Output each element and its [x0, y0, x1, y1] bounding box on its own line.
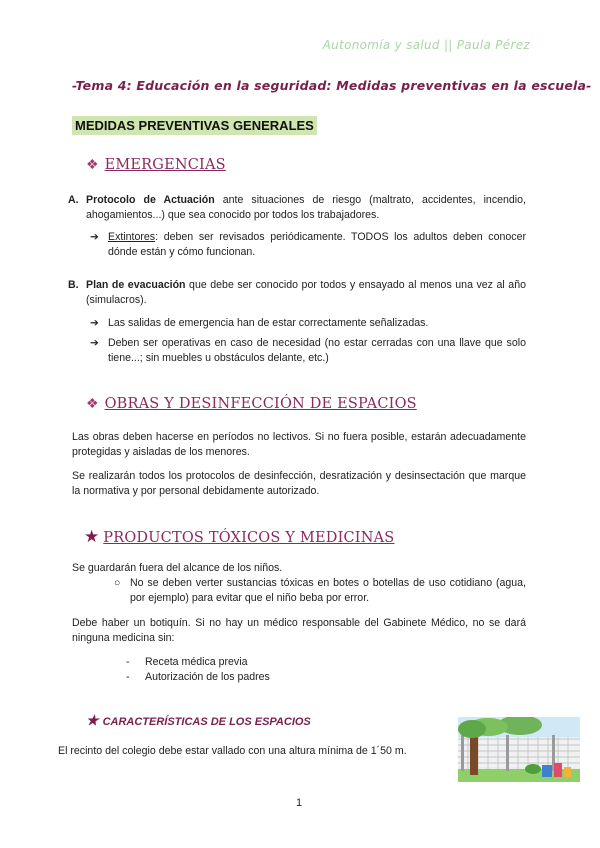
- alcance-paragraph: Se guardarán fuera del alcance de los niños.: [72, 562, 283, 574]
- section-title: PRODUCTOS TÓXICOS Y MEDICINAS: [103, 530, 395, 546]
- page-number: 1: [296, 797, 303, 809]
- botiquin-paragraph: Debe haber un botiquín. Si no hay un médico responsable del Gabinete Médico, no se dará ninguna medicina sin:: [72, 617, 526, 644]
- receta-item: Receta médica previa: [145, 656, 248, 668]
- fenced-yard-illustration: [458, 717, 580, 782]
- section-title: CARACTERÍSTICAS DE LOS ESPACIOS: [102, 716, 311, 728]
- operativas-item: Deben ser operativas en caso de necesidad (no estar cerradas con una llave que solo tiene...; sin muebles u obstáculos delante, etc.): [108, 337, 526, 364]
- arrow-icon: ➔: [90, 337, 99, 349]
- star-bullet-icon: ★: [84, 527, 100, 546]
- diamond-bullet-icon: ❖: [86, 156, 99, 172]
- section-emergencias-heading: [86, 156, 226, 174]
- protocolo-bold: Protocolo de Actuación: [86, 194, 215, 206]
- list-marker-a: A.: [68, 194, 79, 206]
- fence-image: [458, 717, 580, 782]
- star-bullet-icon: ★: [86, 712, 99, 728]
- protocolo-text: ante situaciones de riesgo (maltrato, accidentes, incendio, ahogamientos...) que sea conocido por todos los trabajadores.: [86, 194, 526, 221]
- section-productos-heading: [84, 527, 394, 547]
- plan-text: que debe ser conocido por todos y ensayado al menos una vez al año (simulacros).: [86, 279, 526, 306]
- plan-paragraph: [86, 278, 526, 308]
- section-caracteristicas-heading: [86, 712, 311, 729]
- arrow-icon: ➔: [90, 231, 99, 243]
- dash-bullet: -: [126, 671, 130, 683]
- desinfeccion-paragraph: Se realizarán todos los protocolos de desinfección, desratización y desinsectación que marque la normativa y por personal debidamente autorizado.: [72, 470, 526, 497]
- extintores-term: Extintores: [108, 231, 156, 243]
- circle-bullet-icon: ○: [114, 577, 121, 589]
- arrow-icon: ➔: [90, 317, 99, 329]
- extintores-item: [108, 230, 526, 260]
- diamond-bullet-icon: ❖: [86, 395, 99, 411]
- list-marker-b: B.: [68, 279, 79, 291]
- page-title: -Tema 4: Educación en la seguridad: Medidas preventivas en la escuela-: [72, 78, 592, 93]
- section-title: EMERGENCIAS: [104, 157, 226, 173]
- plan-bold: Plan de evacuación: [86, 279, 186, 291]
- autorizacion-item: Autorización de los padres: [145, 671, 270, 683]
- dash-bullet: -: [126, 656, 130, 668]
- running-header: Autonomía y salud || Paula Pérez: [322, 38, 530, 52]
- section-title: OBRAS Y DESINFECCIÓN DE ESPACIOS: [104, 396, 417, 412]
- protocolo-paragraph: [86, 193, 526, 223]
- recinto-paragraph: El recinto del colegio debe estar vallado con una altura mínima de 1´50 m.: [58, 745, 407, 757]
- salidas-item: Las salidas de emergencia han de estar correctamente señalizadas.: [108, 317, 429, 329]
- extintores-text: : deben ser revisados periódicamente. TODOS los adultos deben conocer dónde están y cómo funcionan.: [108, 231, 526, 258]
- obras-paragraph: Las obras deben hacerse en períodos no lectivos. Si no fuera posible, estarán adecuadamente protegidas y aisladas de los menores.: [72, 431, 526, 458]
- general-heading: MEDIDAS PREVENTIVAS GENERALES: [72, 116, 317, 135]
- section-obras-heading: [86, 395, 417, 413]
- sustancias-item: No se deben verter sustancias tóxicas en botes o botellas de uso cotidiano (agua, por ejemplo) para evitar que el niño beba por error.: [130, 577, 526, 604]
